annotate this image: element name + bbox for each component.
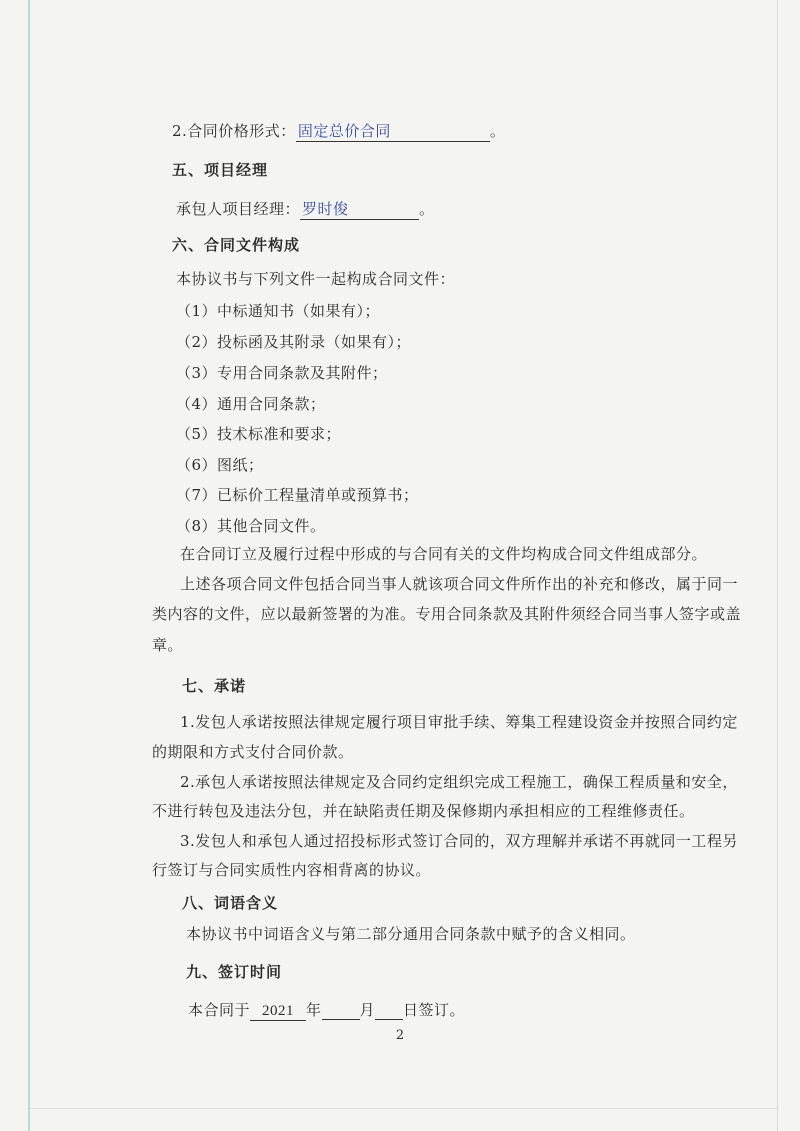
section-7-p1-line-2: 的期限和方式支付合同价款。 xyxy=(152,743,354,761)
doc-list-item: （2）投标函及其附录（如果有）； xyxy=(176,333,412,351)
section-8-heading: 八、词语含义 xyxy=(182,894,279,912)
doc-list-item: （7）已标价工程量清单或预算书； xyxy=(176,486,419,504)
section-7-heading: 七、承诺 xyxy=(182,677,247,695)
month-unit: 月 xyxy=(359,1001,376,1019)
scan-edge-left xyxy=(28,0,30,1131)
scan-edge-right xyxy=(777,0,778,1131)
signing-year: 2021 xyxy=(250,1003,306,1021)
month-blank xyxy=(322,1001,360,1020)
doc-list-item: （3）专用合同条款及其附件； xyxy=(176,364,388,382)
day-blank xyxy=(375,1001,403,1020)
section-6-para-2-line-2: 类内容的文件，应以最新签署的为准。专用合同条款及其附件须经合同当事人签字或盖 xyxy=(152,605,742,623)
doc-list-item: （5）技术标准和要求； xyxy=(176,425,342,443)
project-manager-label: 承包人项目经理： xyxy=(176,200,301,218)
price-form-end: 。 xyxy=(489,122,506,140)
signing-date-prefix: 本合同于 xyxy=(188,1001,251,1019)
price-form-line xyxy=(172,120,505,142)
year-unit: 年 xyxy=(306,1001,322,1019)
section-8-text: 本协议书中词语含义与第二部分通用合同条款中赋予的含义相同。 xyxy=(186,925,636,943)
section-6-para-2-line-3: 章。 xyxy=(152,636,184,654)
project-manager-value: 罗时俊 xyxy=(300,198,419,220)
section-6-heading: 六、合同文件构成 xyxy=(172,236,301,254)
doc-list-item: （6）图纸； xyxy=(176,456,264,474)
section-7-p3-line-1: 3.发包人和承包人通过招投标形式签订合同的，双方理解并承诺不再就同一工程另 xyxy=(180,832,738,850)
price-form-value: 固定总价合同 xyxy=(296,120,490,142)
section-7-p1-line-1: 1.发包人承诺按照法律规定履行项目审批手续、筹集工程建设资金并按照合同约定 xyxy=(180,713,738,731)
price-form-label: 2.合同价格形式： xyxy=(172,122,296,140)
section-6-para-1: 在合同订立及履行过程中形成的与合同有关的文件均构成合同文件组成部分。 xyxy=(180,545,708,563)
doc-list-item: （4）通用合同条款； xyxy=(176,395,326,413)
doc-list-item: （8）其他合同文件。 xyxy=(176,517,326,535)
day-suffix: 日签订。 xyxy=(403,1001,466,1019)
project-manager-line xyxy=(176,198,435,220)
section-7-p3-line-2: 行签订与合同实质性内容相背离的协议。 xyxy=(152,861,432,879)
section-6-intro: 本协议书与下列文件一起构成合同文件： xyxy=(176,270,456,288)
page-number: 2 xyxy=(395,1028,405,1043)
section-9-heading: 九、签订时间 xyxy=(186,963,283,981)
scan-edge-bottom xyxy=(30,1108,778,1109)
signing-date-line xyxy=(188,999,465,1021)
doc-list-item: （1）中标通知书（如果有）； xyxy=(176,302,381,320)
project-manager-end: 。 xyxy=(419,200,435,218)
section-7-p2-line-1: 2.承包人承诺按照法律规定及合同约定组织完成工程施工，确保工程质量和安全， xyxy=(180,773,738,791)
section-6-para-2-line-1: 上述各项合同文件包括合同当事人就该项合同文件所作出的补充和修改，属于同一 xyxy=(180,575,739,593)
section-7-p2-line-2: 不进行转包及违法分包，并在缺陷责任期及保修期内承担相应的工程维修责任。 xyxy=(152,802,695,820)
section-5-heading: 五、项目经理 xyxy=(172,161,269,179)
